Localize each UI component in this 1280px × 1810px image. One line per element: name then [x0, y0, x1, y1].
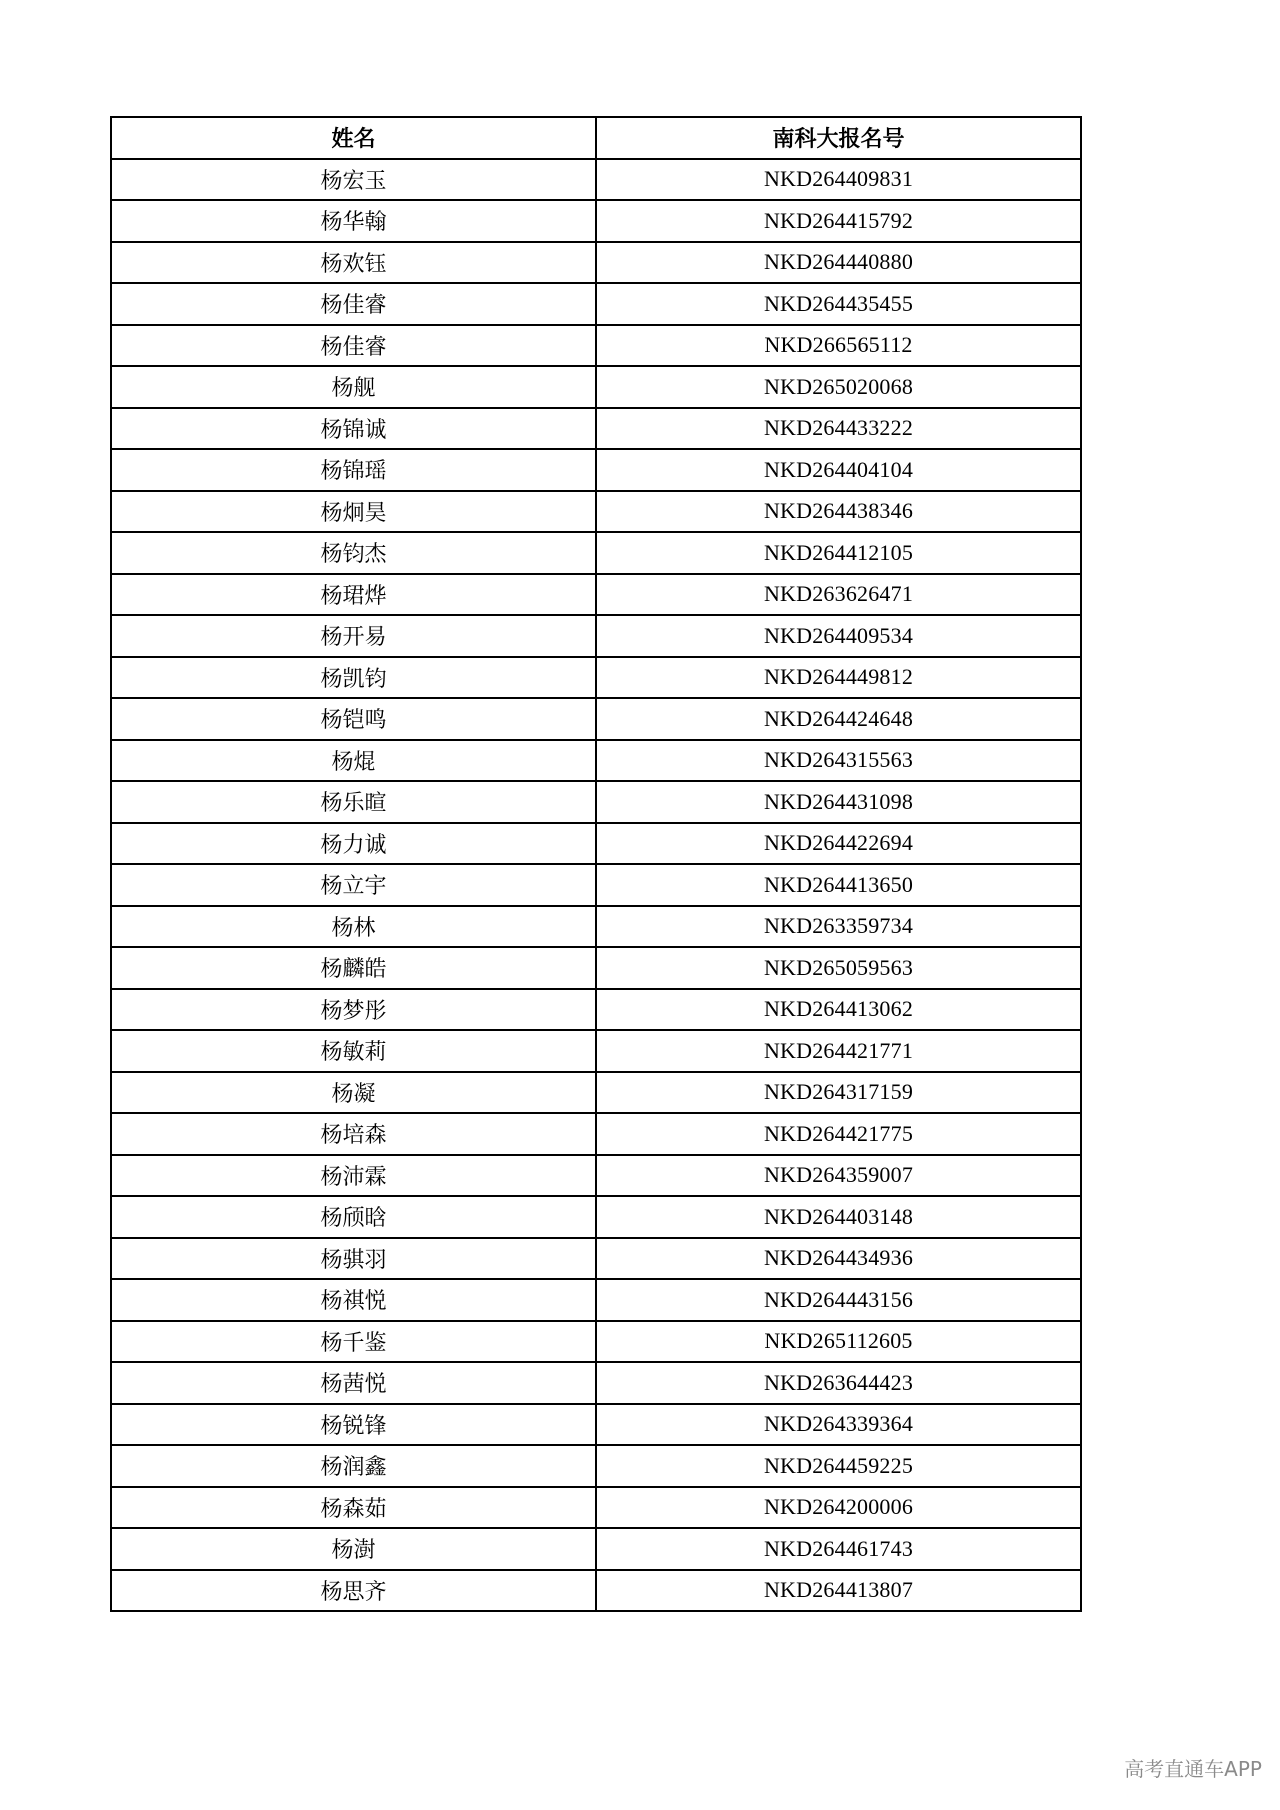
- student-name-cell: 杨乐暄: [111, 781, 596, 823]
- student-name-cell: 杨林: [111, 906, 596, 948]
- student-name-cell: 杨骐羽: [111, 1238, 596, 1280]
- student-name-cell: 杨欢钰: [111, 242, 596, 284]
- table-row: [111, 1445, 1081, 1487]
- student-name-cell: 杨珺烨: [111, 574, 596, 616]
- student-name-cell: 杨森茹: [111, 1487, 596, 1529]
- student-name-cell: 杨千鉴: [111, 1321, 596, 1363]
- student-name-cell: 杨沛霖: [111, 1155, 596, 1197]
- student-name-cell: 杨锦瑶: [111, 449, 596, 491]
- table-row: [111, 574, 1081, 616]
- table-row: [111, 1279, 1081, 1321]
- table-row: [111, 325, 1081, 367]
- table-row: [111, 1487, 1081, 1529]
- student-name-cell: 杨炯昊: [111, 491, 596, 533]
- student-name-cell: 杨凯钧: [111, 657, 596, 699]
- registration-number-cell: NKD264421771: [596, 1030, 1081, 1072]
- student-name-cell: 杨开易: [111, 615, 596, 657]
- table-header-row: [111, 117, 1081, 159]
- table-row: [111, 615, 1081, 657]
- registration-number-cell: NKD263626471: [596, 574, 1081, 616]
- table-row: [111, 906, 1081, 948]
- student-name-cell: 杨华翰: [111, 200, 596, 242]
- table-row: [111, 947, 1081, 989]
- registration-number-cell: NKD264421775: [596, 1113, 1081, 1155]
- student-name-cell: 杨润鑫: [111, 1445, 596, 1487]
- registration-number-cell: NKD263644423: [596, 1362, 1081, 1404]
- student-name-cell: 杨焜: [111, 740, 596, 782]
- registration-number-column-header: 南科大报名号: [596, 117, 1081, 159]
- registration-number-cell: NKD264440880: [596, 242, 1081, 284]
- table-row: [111, 740, 1081, 782]
- registration-number-cell: NKD264403148: [596, 1196, 1081, 1238]
- registration-number-cell: NKD264200006: [596, 1487, 1081, 1529]
- registration-number-cell: NKD264422694: [596, 823, 1081, 865]
- table-row: [111, 1570, 1081, 1612]
- registration-number-cell: NKD264409534: [596, 615, 1081, 657]
- registration-number-cell: NKD264424648: [596, 698, 1081, 740]
- student-name-cell: 杨佳睿: [111, 283, 596, 325]
- student-name-cell: 杨梦彤: [111, 989, 596, 1031]
- registration-number-cell: NKD265112605: [596, 1321, 1081, 1363]
- registration-number-cell: NKD264435455: [596, 283, 1081, 325]
- registration-number-cell: NKD263359734: [596, 906, 1081, 948]
- table-row: [111, 532, 1081, 574]
- table-row: [111, 1196, 1081, 1238]
- name-column-header: 姓名: [111, 117, 596, 159]
- table-row: [111, 1030, 1081, 1072]
- table-row: [111, 200, 1081, 242]
- registration-number-cell: NKD264434936: [596, 1238, 1081, 1280]
- registration-number-cell: NKD264433222: [596, 408, 1081, 450]
- student-name-cell: 杨锐锋: [111, 1404, 596, 1446]
- student-name-cell: 杨思齐: [111, 1570, 596, 1612]
- student-name-cell: 杨宏玉: [111, 159, 596, 201]
- table-row: [111, 1362, 1081, 1404]
- student-name-cell: 杨佳睿: [111, 325, 596, 367]
- student-name-cell: 杨力诚: [111, 823, 596, 865]
- table-row: [111, 159, 1081, 201]
- registration-number-cell: NKD264409831: [596, 159, 1081, 201]
- registration-number-cell: NKD264413062: [596, 989, 1081, 1031]
- table-row: [111, 989, 1081, 1031]
- student-name-cell: 杨铠鸣: [111, 698, 596, 740]
- registration-number-cell: NKD264431098: [596, 781, 1081, 823]
- registration-number-cell: NKD266565112: [596, 325, 1081, 367]
- table-row: [111, 1528, 1081, 1570]
- table-row: [111, 864, 1081, 906]
- watermark: 高考直通车APP: [1124, 1757, 1262, 1781]
- student-name-cell: 杨钧杰: [111, 532, 596, 574]
- student-name-cell: 杨立宇: [111, 864, 596, 906]
- table-row: [111, 491, 1081, 533]
- student-name-cell: 杨茜悦: [111, 1362, 596, 1404]
- table-row: [111, 283, 1081, 325]
- registration-number-cell: NKD264339364: [596, 1404, 1081, 1446]
- student-name-cell: 杨祺悦: [111, 1279, 596, 1321]
- table-row: [111, 1404, 1081, 1446]
- registration-number-cell: NKD265020068: [596, 366, 1081, 408]
- table-row: [111, 366, 1081, 408]
- table-row: [111, 1238, 1081, 1280]
- table-row: [111, 781, 1081, 823]
- registration-number-cell: NKD264404104: [596, 449, 1081, 491]
- registration-number-cell: NKD264415792: [596, 200, 1081, 242]
- table-row: [111, 1113, 1081, 1155]
- table-row: [111, 1072, 1081, 1114]
- table-row: [111, 1321, 1081, 1363]
- registration-number-cell: NKD265059563: [596, 947, 1081, 989]
- student-name-cell: 杨敏莉: [111, 1030, 596, 1072]
- registration-number-cell: NKD264449812: [596, 657, 1081, 699]
- registration-number-cell: NKD264413807: [596, 1570, 1081, 1612]
- table-row: [111, 657, 1081, 699]
- table-row: [111, 242, 1081, 284]
- table-body: [111, 159, 1081, 1612]
- student-name-cell: 杨颀晗: [111, 1196, 596, 1238]
- student-name-cell: 杨麟皓: [111, 947, 596, 989]
- table-row: [111, 698, 1081, 740]
- table-row: [111, 823, 1081, 865]
- registration-number-cell: NKD264459225: [596, 1445, 1081, 1487]
- student-name-cell: 杨锦诚: [111, 408, 596, 450]
- table-row: [111, 1155, 1081, 1197]
- student-name-cell: 杨凝: [111, 1072, 596, 1114]
- student-name-cell: 杨培森: [111, 1113, 596, 1155]
- registration-number-cell: NKD264317159: [596, 1072, 1081, 1114]
- roster-table: [110, 116, 1082, 1612]
- student-name-cell: 杨澍: [111, 1528, 596, 1570]
- registration-number-cell: NKD264359007: [596, 1155, 1081, 1197]
- registration-number-cell: NKD264413650: [596, 864, 1081, 906]
- table-row: [111, 449, 1081, 491]
- registration-number-cell: NKD264412105: [596, 532, 1081, 574]
- registration-number-cell: NKD264438346: [596, 491, 1081, 533]
- registration-number-cell: NKD264443156: [596, 1279, 1081, 1321]
- student-name-cell: 杨舰: [111, 366, 596, 408]
- table-row: [111, 408, 1081, 450]
- registration-number-cell: NKD264461743: [596, 1528, 1081, 1570]
- registration-number-cell: NKD264315563: [596, 740, 1081, 782]
